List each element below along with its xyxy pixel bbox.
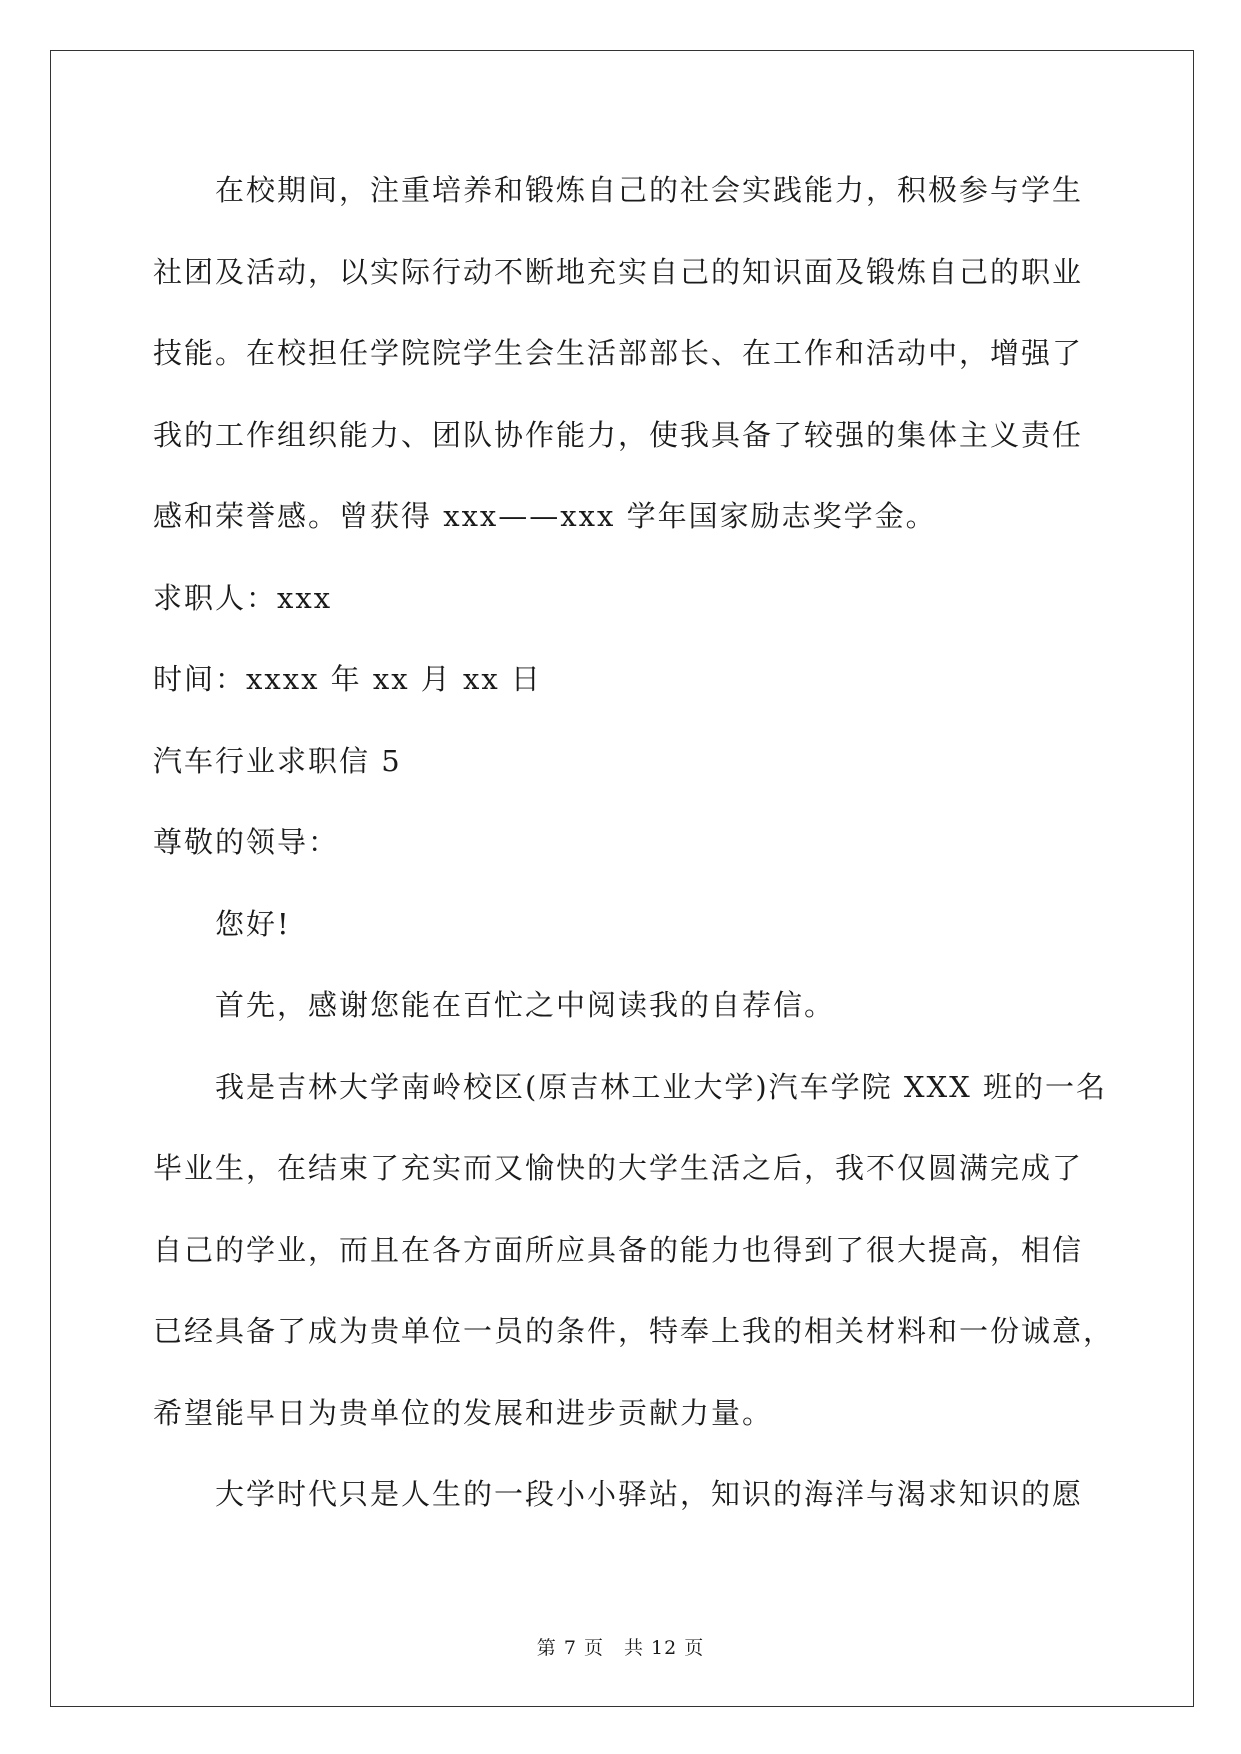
- text-line: 希望能早日为贵单位的发展和进步贡献力量。: [153, 1395, 774, 1430]
- text-line: 我是吉林大学南岭校区(原吉林工业大学)汽车学院 XXX 班的一名: [215, 1069, 1108, 1104]
- page-footer: 第 7 页 共 12 页: [536, 1637, 705, 1659]
- text-line: 首先，感谢您能在百忙之中阅读我的自荐信。: [215, 988, 836, 1022]
- date-line: 时间：xxxx 年 xx 月 xx 日: [153, 662, 542, 696]
- text-line: 在校期间，注重培养和锻炼自己的社会实践能力，积极参与学生: [215, 173, 1084, 207]
- text-line: 感和荣誉感。曾获得 xxx——xxx 学年国家励志奖学金。: [153, 499, 937, 533]
- text-line: 社团及活动，以实际行动不断地充实自己的知识面及锻炼自己的职业: [153, 254, 1084, 289]
- text-line: 已经具备了成为贵单位一员的条件，特奉上我的相关材料和一份诚意，: [153, 1314, 1115, 1348]
- text-line: 我的工作组织能力、团队协作能力，使我具备了较强的集体主义责任: [153, 417, 1084, 452]
- text-line: 自己的学业，而且在各方面所应具备的能力也得到了很大提高，相信: [153, 1232, 1084, 1267]
- text-line: 大学时代只是人生的一段小小驿站，知识的海洋与渴求知识的愿: [215, 1477, 1084, 1511]
- applicant-line: 求职人：xxx: [153, 580, 333, 615]
- greeting: 您好!: [215, 906, 291, 941]
- section-title: 汽车行业求职信 5: [153, 743, 402, 778]
- salutation: 尊敬的领导：: [153, 825, 340, 859]
- text-line: 毕业生，在结束了充实而又愉快的大学生活之后，我不仅圆满完成了: [153, 1151, 1084, 1185]
- document-body: [153, 165, 1115, 1551]
- text-line: 技能。在校担任学院院学生会生活部部长、在工作和活动中，增强了: [153, 336, 1084, 370]
